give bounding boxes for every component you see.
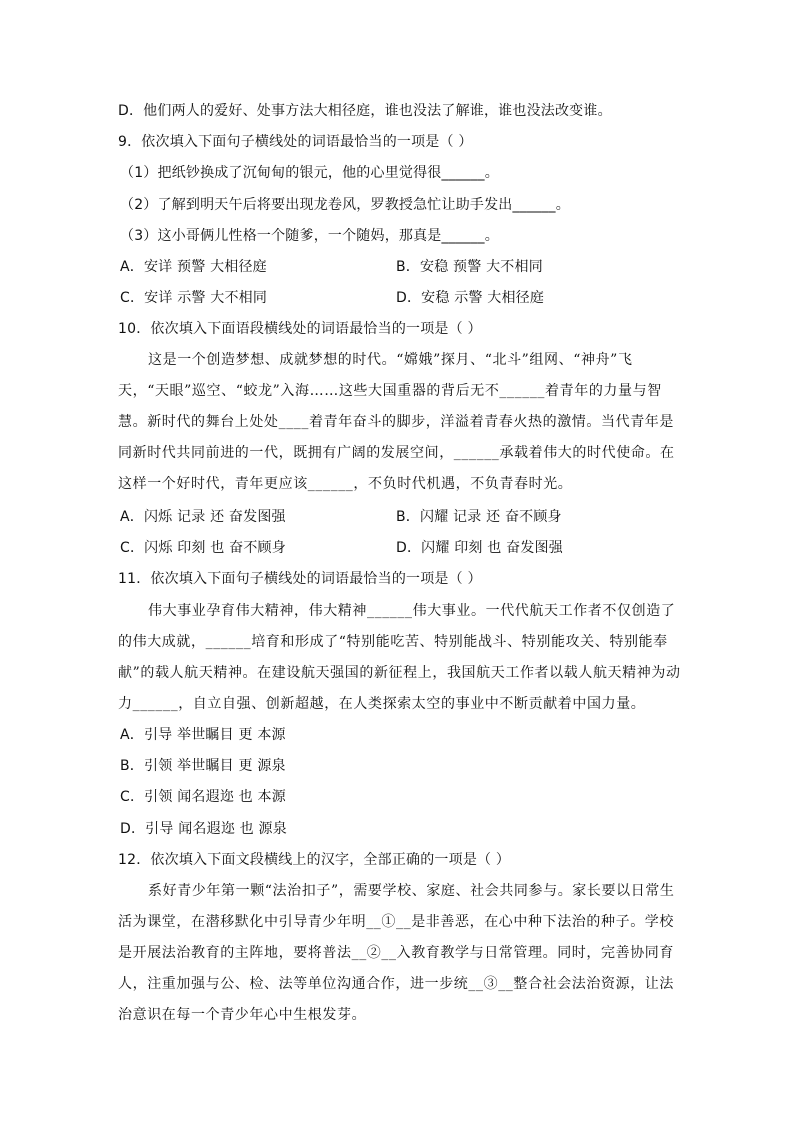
question-12: 12．依次填入下面文段横线上的汉字，全部正确的一项是（ ） bbox=[118, 852, 511, 868]
q11-option-b: B．引领 举世瞩目 更 源泉 bbox=[120, 758, 286, 774]
q9-sentence-2: （2）了解到明天午后将要出现龙卷风，罗教授急忙让助手发出______。 bbox=[120, 197, 570, 213]
q9-sentence-3: （3）这小哥俩儿性格一个随爹，一个随妈，那真是______。 bbox=[120, 228, 499, 244]
q10-passage: 这是一个创造梦想、成就梦想的时代。“嫦娥”探月、“北斗”组网、“神舟”飞天，“天眼”巡空、“蛟龙”入海……这些大国重器的背后无不______着青年的力量与智慧。新时代的舞台上处处____着青年奋斗的脚步，洋溢着青春火热的激情。当代青年是同新时代共同前进的一代，既拥有广阔的发展空间，______承载着伟大的时代使命。在这样一个好时代，青年更应该______，不负时代机遇，不负青春时光。 bbox=[118, 352, 675, 492]
q10-option-d: D．闪耀 印刻 也 奋发图强 bbox=[396, 540, 563, 556]
q9-option-d: D．安稳 示警 大相径庭 bbox=[396, 290, 545, 306]
q11-option-a: A．引导 举世瞩目 更 本源 bbox=[120, 727, 286, 743]
q9-option-a: A．安详 预警 大相径庭 bbox=[120, 259, 267, 275]
q11-option-c: C．引领 闻名遐迩 也 本源 bbox=[120, 789, 286, 805]
q9-sentence-1: （1）把纸钞换成了沉甸甸的银元，他的心里觉得很______。 bbox=[120, 165, 499, 181]
q9-option-c: C．安详 示警 大不相同 bbox=[120, 290, 268, 306]
question-11: 11．依次填入下面句子横线处的词语最恰当的一项是（ ） bbox=[118, 571, 482, 587]
q10-option-a: A．闪烁 记录 还 奋发图强 bbox=[120, 509, 286, 525]
q11-passage: 伟大事业孕育伟大精神，伟大精神______伟大事业。一代代航天工作者不仅创造了的伟大成就，______培育和形成了“特别能吃苦、特别能战斗、特别能攻关、特别能奉献”的载人航天精神。在建设航天强国的新征程上，我国航天工作者以载人航天精神为动力______，自立自强、创新超越，在人类探索太空的事业中不断贡献着中国力量。 bbox=[118, 603, 681, 712]
q10-option-b: B．闪耀 记录 还 奋不顾身 bbox=[396, 509, 562, 525]
question-10: 10．依次填入下面语段横线处的词语最恰当的一项是（ ） bbox=[118, 321, 482, 337]
q10-option-c: C．闪烁 印刻 也 奋不顾身 bbox=[120, 540, 286, 556]
question-9: 9．依次填入下面句子横线处的词语最恰当的一项是（ ） bbox=[118, 134, 473, 150]
q8-option-d: D．他们两人的爱好、处事方法大相径庭，谁也没法了解谁，谁也没法改变谁。 bbox=[118, 103, 612, 119]
q11-option-d: D．引导 闻名遐迩 也 源泉 bbox=[120, 821, 287, 837]
q9-option-b: B．安稳 预警 大不相同 bbox=[396, 259, 543, 275]
q12-passage: 系好青少年第一颗“法治扣子”，需要学校、家庭、社会共同参与。家长要以日常生活为课堂，在潜移默化中引导青少年明__①__是非善恶，在心中种下法治的种子。学校是开展法治教育的主阵地，要将普法__②__入教育教学与日常管理。同时，完善协同育人，注重加强与公、检、法等单位沟通合作，进一步统__③__整合社会法治资源，让法治意识在每一个青少年心中生根发芽。 bbox=[118, 883, 675, 1023]
